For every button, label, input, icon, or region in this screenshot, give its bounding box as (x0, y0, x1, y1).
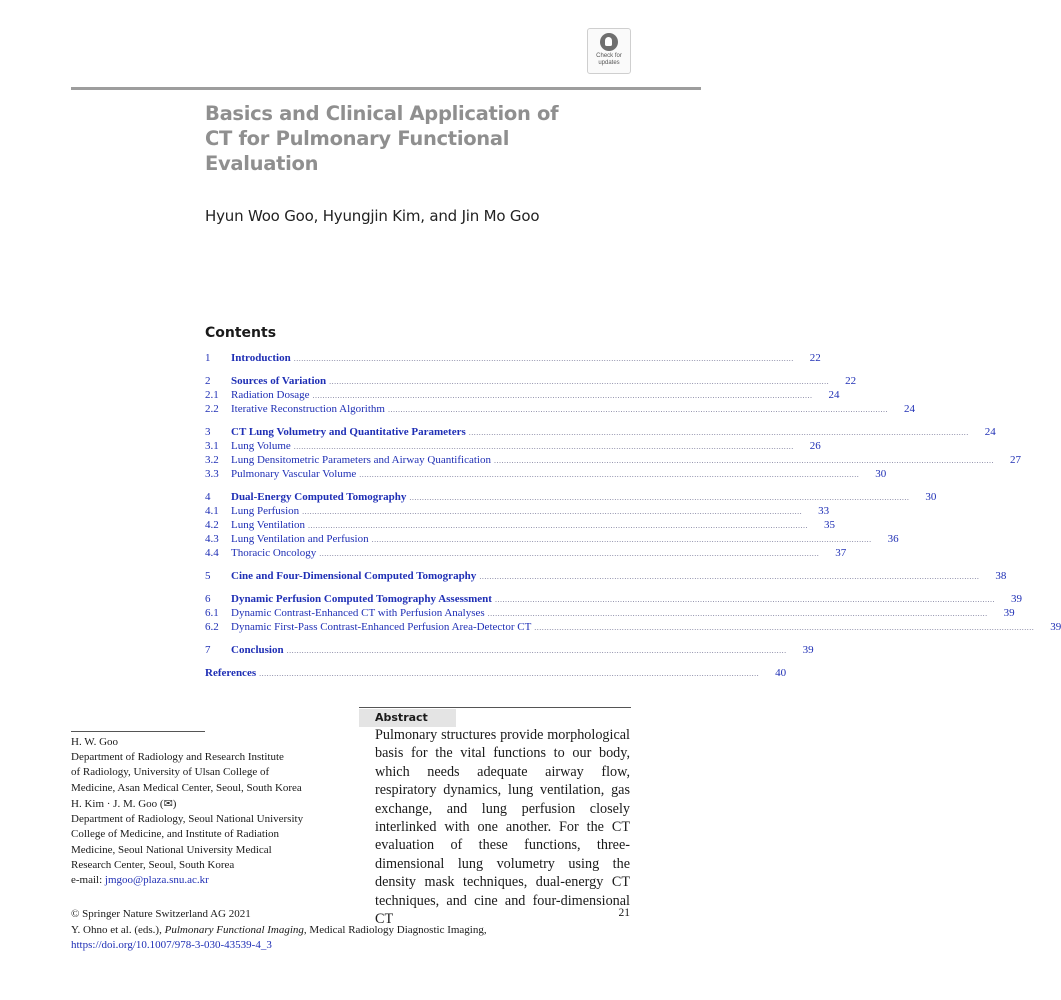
author2-affil-line: College of Medicine, and Institute of Radiation (71, 828, 280, 841)
affiliation-author2 (71, 797, 341, 888)
toc-entry-number: 2 (205, 375, 211, 387)
email-line (71, 873, 341, 888)
toc-leader-dots: ........................................................................................................................................................................................................ (494, 595, 995, 604)
toc-entry[interactable] (205, 666, 787, 680)
toc-entry-page: 33 (818, 505, 830, 517)
toc-entry-title[interactable]: Iterative Reconstruction Algorithm (231, 403, 385, 415)
citation-prefix: Y. Ohno et al. (eds.), (71, 923, 162, 936)
toc-entry-page: 40 (775, 667, 787, 679)
toc-entry[interactable] (205, 504, 830, 518)
toc-leader-dots: ........................................................................................................................................................................................................ (319, 549, 820, 558)
toc-entry-number: 6.1 (205, 607, 219, 619)
toc-leader-dots: ........................................................................................................................................................................................................ (487, 609, 988, 618)
toc-entry-page: 39 (802, 644, 814, 656)
toc-entry-number: 2.1 (205, 389, 219, 401)
toc-entry-number: 4.4 (205, 547, 219, 559)
toc-entry-page: 27 (1009, 454, 1021, 466)
page-footer (71, 907, 631, 954)
toc-entry-number: 5 (205, 570, 211, 582)
toc-entry[interactable] (205, 518, 836, 532)
abstract-text: Pulmonary structures provide morphological basis for the vital functions to our body, which needs adequate airway flow, respiratory dynamics, lung ventilation, gas exchange, and lung perfusion closely interlinked with one another. For the CT evaluation of these functions, three-dimensional lung volumetry using the density mask techniques, dual-energy CT techniques, and cine and four-dimensional CT (375, 727, 630, 928)
email-label: e-mail: (71, 874, 103, 887)
toc-leader-dots: ........................................................................................................................................................................................................ (371, 535, 872, 544)
toc-entry[interactable] (205, 532, 899, 546)
toc-entry-title[interactable]: Lung Perfusion (231, 505, 300, 517)
toc-entry-title[interactable]: CT Lung Volumetry and Quantitative Parameters (231, 426, 466, 438)
toc-leader-dots: ........................................................................................................................................................................................................ (293, 354, 794, 363)
copyright-line: © Springer Nature Switzerland AG 2021 (71, 908, 251, 920)
toc-entry-number: 6 (205, 593, 211, 605)
toc-leader-dots: ........................................................................................................................................................................................................ (468, 428, 969, 437)
toc-entry[interactable] (205, 620, 1061, 634)
toc-entry-page: 36 (887, 533, 899, 545)
toc-entry-title[interactable]: Dynamic Perfusion Computed Tomography Assessment (231, 593, 492, 605)
toc-entry-title[interactable]: Lung Ventilation (231, 519, 306, 531)
toc-entry-title[interactable]: References (205, 667, 257, 679)
contents-heading: Contents (205, 325, 277, 341)
toc-entry-page: 39 (1010, 593, 1022, 605)
toc-entry[interactable] (205, 374, 857, 388)
toc-entry[interactable] (205, 592, 1022, 606)
toc-entry-number: 3.3 (205, 468, 219, 480)
toc-entry-number: 3 (205, 426, 211, 438)
toc-entry[interactable] (205, 351, 821, 365)
toc-leader-dots: ........................................................................................................................................................................................................ (329, 377, 830, 386)
table-of-contents (205, 351, 1061, 680)
author2-name: H. Kim · J. M. Goo (✉) (71, 798, 177, 810)
toc-entry-page: 22 (845, 375, 857, 387)
toc-entry-page: 38 (995, 570, 1007, 582)
affiliation-author1 (71, 735, 341, 796)
toc-entry-number: 1 (205, 352, 211, 364)
toc-leader-dots: ........................................................................................................................................................................................................ (534, 623, 1035, 632)
toc-entry-page: 35 (824, 519, 836, 531)
toc-entry-number: 6.2 (205, 621, 219, 633)
toc-entry-title[interactable]: Radiation Dosage (231, 389, 310, 401)
toc-entry-title[interactable]: Lung Densitometric Parameters and Airway Quantification (231, 454, 491, 466)
badge-label: Check for updates (596, 53, 622, 66)
toc-leader-dots: ........................................................................................................................................................................................................ (409, 493, 910, 502)
toc-leader-dots: ........................................................................................................................................................................................................ (302, 507, 803, 516)
author1-affil-line: Medicine, Asan Medical Center, Seoul, South Korea (71, 781, 302, 794)
toc-leader-dots: ........................................................................................................................................................................................................ (293, 442, 794, 451)
author2-affil-line: Medicine, Seoul National University Medical (71, 843, 272, 856)
toc-entry[interactable] (205, 425, 996, 439)
toc-entry-title[interactable]: Lung Volume (231, 440, 291, 452)
doi-link[interactable]: https://doi.org/10.1007/978-3-030-43539-4_3 (71, 939, 272, 951)
toc-entry-title[interactable]: Lung Ventilation and Perfusion (231, 533, 369, 545)
toc-entry-number: 3.2 (205, 454, 219, 466)
check-for-updates-badge[interactable] (587, 28, 631, 74)
toc-entry[interactable] (205, 402, 915, 416)
toc-entry-title[interactable]: Pulmonary Vascular Volume (231, 468, 357, 480)
toc-entry-title[interactable]: Conclusion (231, 644, 284, 656)
toc-entry[interactable] (205, 546, 847, 560)
toc-entry[interactable] (205, 439, 821, 453)
toc-entry-title[interactable]: Dynamic First-Pass Contrast-Enhanced Perfusion Area-Detector CT (231, 621, 532, 633)
citation-book-title: Pulmonary Functional Imaging (164, 923, 304, 936)
toc-entry-page: 24 (828, 389, 840, 401)
toc-entry-number: 4.2 (205, 519, 219, 531)
toc-entry-number: 4 (205, 491, 211, 503)
toc-leader-dots: ........................................................................................................................................................................................................ (479, 572, 980, 581)
toc-entry-number: 7 (205, 644, 211, 656)
author1-name: H. W. Goo (71, 736, 119, 748)
toc-entry-title[interactable]: Cine and Four-Dimensional Computed Tomography (231, 570, 477, 582)
bookmark-icon (600, 33, 618, 51)
toc-entry-title[interactable]: Sources of Variation (231, 375, 327, 387)
toc-entry-page: 39 (1050, 621, 1061, 633)
toc-entry-page: 30 (925, 491, 937, 503)
toc-entry[interactable] (205, 467, 887, 481)
toc-leader-dots: ........................................................................................................................................................................................................ (286, 646, 787, 655)
email-link[interactable]: jmgoo@plaza.snu.ac.kr (104, 874, 209, 887)
toc-leader-dots: ........................................................................................................................................................................................................ (312, 391, 813, 400)
toc-entry-number: 2.2 (205, 403, 219, 415)
citation-line (71, 923, 631, 939)
toc-entry-title[interactable]: Dynamic Contrast-Enhanced CT with Perfusion Analyses (231, 607, 485, 619)
affiliation-rule (71, 731, 205, 732)
toc-entry[interactable] (205, 569, 1007, 583)
toc-leader-dots: ........................................................................................................................................................................................................ (359, 470, 860, 479)
toc-entry[interactable] (205, 643, 814, 657)
toc-entry-page: 37 (835, 547, 847, 559)
toc-entry[interactable] (205, 606, 1015, 620)
toc-entry[interactable] (205, 490, 937, 504)
toc-leader-dots: ........................................................................................................................................................................................................ (308, 521, 809, 530)
author1-affil-line: of Radiology, University of Ulsan College of (71, 766, 270, 779)
toc-leader-dots: ........................................................................................................................................................................................................ (387, 405, 888, 414)
toc-entry-page: 22 (809, 352, 821, 364)
toc-entry-title[interactable]: Thoracic Oncology (231, 547, 317, 559)
toc-entry-number: 4.1 (205, 505, 219, 517)
author2-affil-line: Research Center, Seoul, South Korea (71, 858, 235, 871)
abstract-label: Abstract (359, 709, 456, 727)
author-list: Hyun Woo Goo, Hyungjin Kim, and Jin Mo Goo (205, 207, 540, 225)
header-rule (71, 87, 701, 90)
toc-leader-dots: ........................................................................................................................................................................................................ (493, 456, 994, 465)
chapter-title: Basics and Clinical Application of CT for Pulmonary Functional Evaluation (205, 102, 559, 175)
citation-suffix: , Medical Radiology Diagnostic Imaging, (303, 923, 487, 936)
toc-entry[interactable] (205, 388, 840, 402)
author2-affil-line: Department of Radiology, Seoul National University (71, 813, 304, 826)
abstract-rule (359, 707, 631, 708)
toc-entry[interactable] (205, 453, 1021, 467)
toc-entry-page: 26 (809, 440, 821, 452)
toc-entry-title[interactable]: Dual-Energy Computed Tomography (231, 491, 407, 503)
author1-affil-line: Department of Radiology and Research Institute (71, 751, 284, 764)
toc-entry-title[interactable]: Introduction (231, 352, 291, 364)
page-number: 21 (618, 907, 630, 919)
toc-entry-number: 3.1 (205, 440, 219, 452)
toc-leader-dots: ........................................................................................................................................................................................................ (259, 669, 760, 678)
toc-entry-page: 39 (1003, 607, 1015, 619)
toc-entry-page: 24 (903, 403, 915, 415)
toc-entry-number: 4.3 (205, 533, 219, 545)
toc-entry-page: 30 (875, 468, 887, 480)
toc-entry-page: 24 (984, 426, 996, 438)
